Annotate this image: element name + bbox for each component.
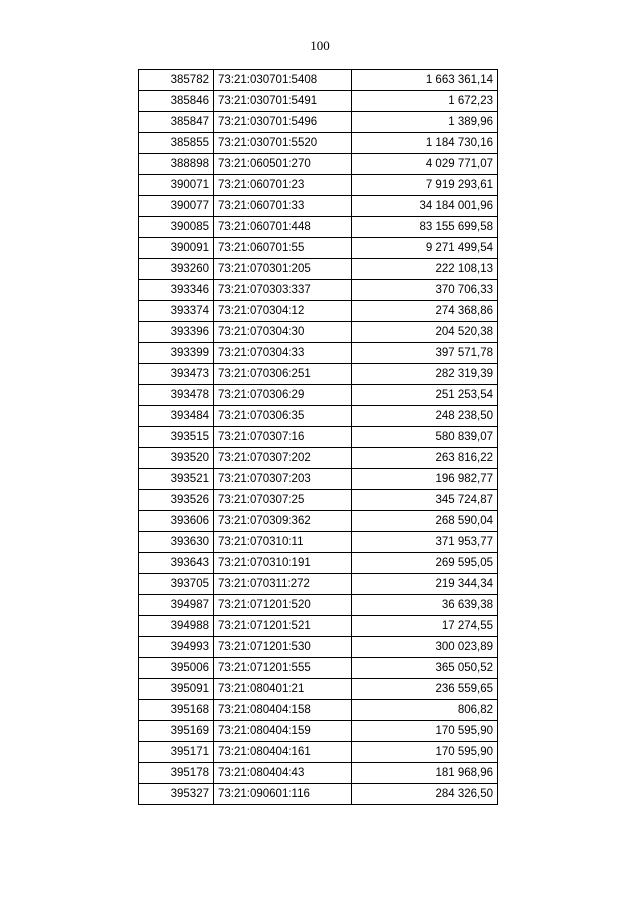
cadastral-number-cell: 73:21:080404:159 bbox=[214, 721, 352, 742]
cadastral-value-cell: 83 155 699,58 bbox=[352, 217, 498, 238]
cadastral-value-cell: 222 108,13 bbox=[352, 259, 498, 280]
record-id-cell: 385782 bbox=[139, 70, 214, 91]
table-row bbox=[139, 343, 498, 364]
table-row bbox=[139, 427, 498, 448]
cadastral-number-cell: 73:21:070307:202 bbox=[214, 448, 352, 469]
table-row bbox=[139, 154, 498, 175]
record-id-cell: 390091 bbox=[139, 238, 214, 259]
record-id-cell: 394987 bbox=[139, 595, 214, 616]
cadastral-number-cell: 73:21:070307:25 bbox=[214, 490, 352, 511]
table-row bbox=[139, 217, 498, 238]
cadastral-number-cell: 73:21:060701:33 bbox=[214, 196, 352, 217]
cadastral-value-cell: 236 559,65 bbox=[352, 679, 498, 700]
record-id-cell: 385847 bbox=[139, 112, 214, 133]
cadastral-value-cell: 284 326,50 bbox=[352, 784, 498, 805]
cadastral-value-cell: 371 953,77 bbox=[352, 532, 498, 553]
table-row bbox=[139, 280, 498, 301]
table-row bbox=[139, 700, 498, 721]
record-id-cell: 393606 bbox=[139, 511, 214, 532]
cadastral-number-cell: 73:21:080404:158 bbox=[214, 700, 352, 721]
cadastral-number-cell: 73:21:080401:21 bbox=[214, 679, 352, 700]
table-row bbox=[139, 679, 498, 700]
table-row bbox=[139, 238, 498, 259]
cadastral-value-cell: 268 590,04 bbox=[352, 511, 498, 532]
table-row bbox=[139, 301, 498, 322]
cadastral-value-cell: 397 571,78 bbox=[352, 343, 498, 364]
cadastral-number-cell: 73:21:071201:555 bbox=[214, 658, 352, 679]
cadastral-number-cell: 73:21:070304:12 bbox=[214, 301, 352, 322]
cadastral-number-cell: 73:21:070306:29 bbox=[214, 385, 352, 406]
table-row bbox=[139, 406, 498, 427]
table-row bbox=[139, 574, 498, 595]
cadastral-value-cell: 300 023,89 bbox=[352, 637, 498, 658]
cadastral-number-cell: 73:21:060701:448 bbox=[214, 217, 352, 238]
table-row bbox=[139, 322, 498, 343]
cadastral-value-cell: 1 663 361,14 bbox=[352, 70, 498, 91]
table-body bbox=[139, 70, 498, 805]
record-id-cell: 393478 bbox=[139, 385, 214, 406]
cadastral-value-cell: 274 368,86 bbox=[352, 301, 498, 322]
table-row bbox=[139, 595, 498, 616]
record-id-cell: 390071 bbox=[139, 175, 214, 196]
record-id-cell: 394988 bbox=[139, 616, 214, 637]
record-id-cell: 393260 bbox=[139, 259, 214, 280]
cadastral-number-cell: 73:21:070310:191 bbox=[214, 553, 352, 574]
cadastral-number-cell: 73:21:070307:203 bbox=[214, 469, 352, 490]
cadastral-number-cell: 73:21:090601:116 bbox=[214, 784, 352, 805]
table-row bbox=[139, 490, 498, 511]
cadastral-value-cell: 282 319,39 bbox=[352, 364, 498, 385]
cadastral-value-cell: 7 919 293,61 bbox=[352, 175, 498, 196]
cadastral-value-cell: 36 639,38 bbox=[352, 595, 498, 616]
table-row bbox=[139, 70, 498, 91]
record-id-cell: 393396 bbox=[139, 322, 214, 343]
cadastral-number-cell: 73:21:060701:23 bbox=[214, 175, 352, 196]
cadastral-number-cell: 73:21:071201:530 bbox=[214, 637, 352, 658]
table-row bbox=[139, 637, 498, 658]
table-row bbox=[139, 469, 498, 490]
cadastral-number-cell: 73:21:080404:43 bbox=[214, 763, 352, 784]
cadastral-value-table bbox=[138, 69, 498, 805]
cadastral-number-cell: 73:21:060501:270 bbox=[214, 154, 352, 175]
cadastral-value-cell: 370 706,33 bbox=[352, 280, 498, 301]
cadastral-value-cell: 219 344,34 bbox=[352, 574, 498, 595]
cadastral-number-cell: 73:21:080404:161 bbox=[214, 742, 352, 763]
table-row bbox=[139, 112, 498, 133]
table-row bbox=[139, 553, 498, 574]
table-row bbox=[139, 616, 498, 637]
cadastral-number-cell: 73:21:071201:521 bbox=[214, 616, 352, 637]
record-id-cell: 388898 bbox=[139, 154, 214, 175]
cadastral-number-cell: 73:21:070306:35 bbox=[214, 406, 352, 427]
table-row bbox=[139, 91, 498, 112]
cadastral-value-cell: 365 050,52 bbox=[352, 658, 498, 679]
cadastral-value-cell: 170 595,90 bbox=[352, 721, 498, 742]
table-row bbox=[139, 175, 498, 196]
record-id-cell: 393484 bbox=[139, 406, 214, 427]
record-id-cell: 393705 bbox=[139, 574, 214, 595]
cadastral-number-cell: 73:21:070303:337 bbox=[214, 280, 352, 301]
record-id-cell: 395006 bbox=[139, 658, 214, 679]
table-row bbox=[139, 532, 498, 553]
cadastral-value-cell: 1 672,23 bbox=[352, 91, 498, 112]
table-row bbox=[139, 784, 498, 805]
record-id-cell: 393630 bbox=[139, 532, 214, 553]
cadastral-number-cell: 73:21:070311:272 bbox=[214, 574, 352, 595]
record-id-cell: 393515 bbox=[139, 427, 214, 448]
record-id-cell: 393520 bbox=[139, 448, 214, 469]
cadastral-value-cell: 204 520,38 bbox=[352, 322, 498, 343]
cadastral-number-cell: 73:21:070304:30 bbox=[214, 322, 352, 343]
table-row bbox=[139, 742, 498, 763]
cadastral-number-cell: 73:21:030701:5496 bbox=[214, 112, 352, 133]
table-row bbox=[139, 763, 498, 784]
record-id-cell: 393346 bbox=[139, 280, 214, 301]
cadastral-value-cell: 34 184 001,96 bbox=[352, 196, 498, 217]
cadastral-number-cell: 73:21:030701:5408 bbox=[214, 70, 352, 91]
record-id-cell: 393643 bbox=[139, 553, 214, 574]
cadastral-number-cell: 73:21:070309:362 bbox=[214, 511, 352, 532]
cadastral-value-cell: 17 274,55 bbox=[352, 616, 498, 637]
record-id-cell: 395171 bbox=[139, 742, 214, 763]
cadastral-number-cell: 73:21:071201:520 bbox=[214, 595, 352, 616]
record-id-cell: 395169 bbox=[139, 721, 214, 742]
table-row bbox=[139, 658, 498, 679]
cadastral-value-cell: 806,82 bbox=[352, 700, 498, 721]
record-id-cell: 393473 bbox=[139, 364, 214, 385]
cadastral-value-cell: 1 184 730,16 bbox=[352, 133, 498, 154]
cadastral-value-cell: 4 029 771,07 bbox=[352, 154, 498, 175]
cadastral-value-cell: 345 724,87 bbox=[352, 490, 498, 511]
cadastral-value-cell: 181 968,96 bbox=[352, 763, 498, 784]
cadastral-number-cell: 73:21:070306:251 bbox=[214, 364, 352, 385]
record-id-cell: 395178 bbox=[139, 763, 214, 784]
cadastral-value-cell: 248 238,50 bbox=[352, 406, 498, 427]
cadastral-value-cell: 196 982,77 bbox=[352, 469, 498, 490]
cadastral-number-cell: 73:21:030701:5491 bbox=[214, 91, 352, 112]
cadastral-value-cell: 1 389,96 bbox=[352, 112, 498, 133]
table-row bbox=[139, 259, 498, 280]
cadastral-number-cell: 73:21:030701:5520 bbox=[214, 133, 352, 154]
record-id-cell: 390085 bbox=[139, 217, 214, 238]
record-id-cell: 390077 bbox=[139, 196, 214, 217]
record-id-cell: 394993 bbox=[139, 637, 214, 658]
cadastral-value-cell: 251 253,54 bbox=[352, 385, 498, 406]
record-id-cell: 393521 bbox=[139, 469, 214, 490]
table-row bbox=[139, 721, 498, 742]
table-row bbox=[139, 364, 498, 385]
table-row bbox=[139, 448, 498, 469]
record-id-cell: 395091 bbox=[139, 679, 214, 700]
cadastral-value-cell: 170 595,90 bbox=[352, 742, 498, 763]
cadastral-number-cell: 73:21:070310:11 bbox=[214, 532, 352, 553]
cadastral-value-cell: 263 816,22 bbox=[352, 448, 498, 469]
record-id-cell: 395327 bbox=[139, 784, 214, 805]
cadastral-value-cell: 269 595,05 bbox=[352, 553, 498, 574]
cadastral-number-cell: 73:21:070304:33 bbox=[214, 343, 352, 364]
record-id-cell: 393526 bbox=[139, 490, 214, 511]
cadastral-number-cell: 73:21:070301:205 bbox=[214, 259, 352, 280]
record-id-cell: 395168 bbox=[139, 700, 214, 721]
record-id-cell: 385846 bbox=[139, 91, 214, 112]
page-number: 100 bbox=[310, 38, 330, 53]
cadastral-number-cell: 73:21:070307:16 bbox=[214, 427, 352, 448]
record-id-cell: 393399 bbox=[139, 343, 214, 364]
table-row bbox=[139, 385, 498, 406]
table-row bbox=[139, 511, 498, 532]
cadastral-number-cell: 73:21:060701:55 bbox=[214, 238, 352, 259]
cadastral-value-cell: 9 271 499,54 bbox=[352, 238, 498, 259]
cadastral-value-cell: 580 839,07 bbox=[352, 427, 498, 448]
record-id-cell: 385855 bbox=[139, 133, 214, 154]
record-id-cell: 393374 bbox=[139, 301, 214, 322]
table-row bbox=[139, 196, 498, 217]
table-row bbox=[139, 133, 498, 154]
